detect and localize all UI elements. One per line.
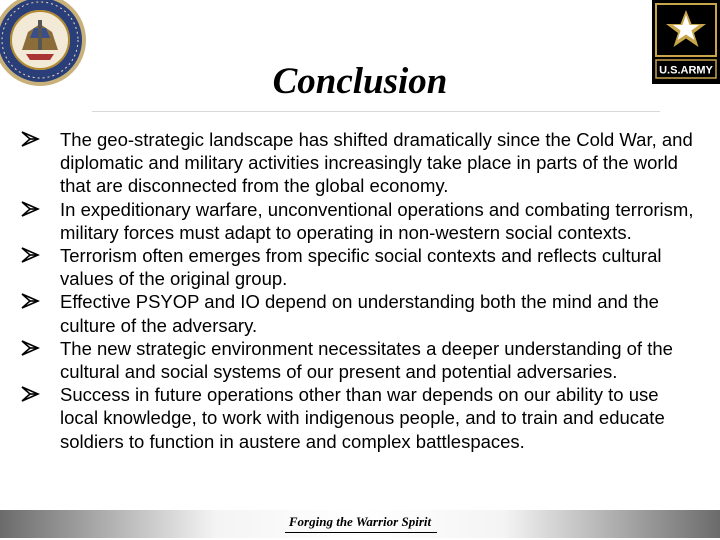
bullet-text: The geo-strategic landscape has shifted dramatically since the Cold War, and diplomatic and military activities increasingly take place in parts of the world that are disconnected from the global economy. [60,129,693,197]
arrow-bullet-icon [19,338,41,358]
footer-underline [285,532,437,533]
arrow-bullet-icon [19,245,41,265]
bullet-text: Success in future operations other than war depends on our ability to use local knowledge, to work with indigenous people, and to train and educate soldiers to function in austere and complex battlespaces. [60,384,665,452]
slide-title: Conclusion [272,61,448,102]
bullet-item [0,198,720,244]
bullet-text: Effective PSYOP and IO depend on understanding both the mind and the culture of the adversary. [60,291,659,336]
arrow-bullet-icon [19,291,41,311]
bullet-item [0,383,720,453]
footer-motto: Forging the Warrior Spirit [288,514,432,529]
bullet-text: The new strategic environment necessitates a deeper understanding of the cultural and social systems of our present and potential adversaries. [60,337,673,383]
bullet-item [0,337,720,383]
title-divider [92,111,660,112]
bullet-list [0,128,720,453]
arrow-bullet-icon [19,129,41,149]
arrow-bullet-icon [19,199,41,219]
bullet-text: Terrorism often emerges from specific social contexts and reflects cultural values of the original group. [60,245,662,290]
bullet-item [0,128,720,198]
bullet-text: In expeditionary warfare, unconventional operations and combating terrorism, military forces must adapt to operating in non-western social contexts. [60,198,694,243]
army-logo-text: U.S.ARMY [659,64,713,77]
arrow-bullet-icon [19,384,41,404]
bullet-item [0,244,720,290]
bullet-item [0,290,720,336]
